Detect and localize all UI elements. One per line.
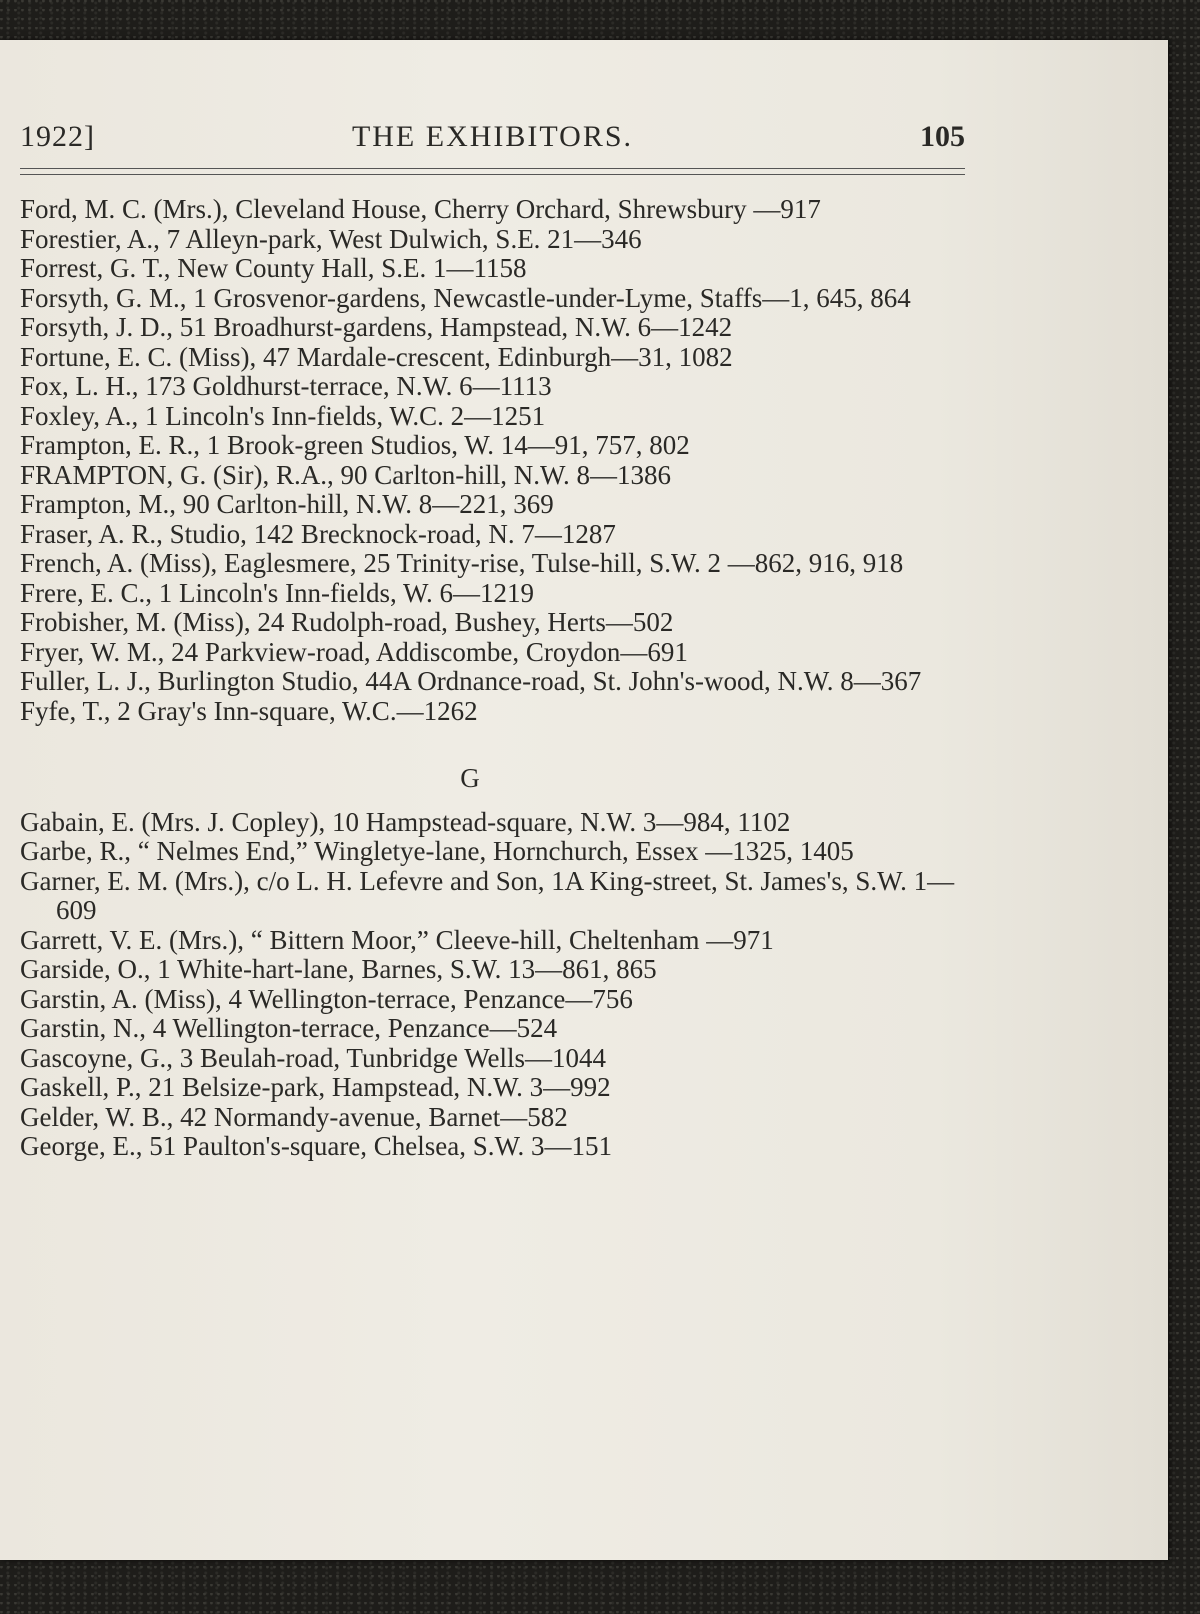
list-item: Garner, E. M. (Mrs.), c/o L. H. Lefevre and Son, 1A King-street, St. James's, S.W. 1—609 [20,865,955,925]
list-item: Frampton, E. R., 1 Brook-green Studios, W. 14—91, 757, 802 [20,430,690,460]
list-item: George, E., 51 Paulton's-square, Chelsea, S.W. 3—151 [20,1131,613,1161]
list-item: Gabain, E. (Mrs. J. Copley), 10 Hampstead-square, N.W. 3—984, 1102 [20,806,791,837]
running-header [20,120,965,160]
list-item: Forsyth, G. M., 1 Grosvenor-gardens, Newcastle-under-Lyme, Staffs—1, 645, 864 [20,282,911,313]
exhibitor-list [20,195,980,1162]
header-page-number: 105 [920,120,965,153]
list-item: Gascoyne, G., 3 Beulah-road, Tunbridge Wells—1044 [20,1042,607,1073]
list-item: Garstin, N., 4 Wellington-terrace, Penzance—524 [20,1013,558,1043]
list-item: Fortune, E. C. (Miss), 47 Mardale-crescent, Edinburgh—31, 1082 [20,341,733,372]
list-item: Fyfe, T., 2 Gray's Inn-square, W.C.—1262 [20,695,478,726]
header-rule [20,168,965,169]
list-item: Gaskell, P., 21 Belsize-park, Hampstead, N.W. 3—992 [20,1072,611,1102]
list-item: Garstin, A. (Miss), 4 Wellington-terrace, Penzance—756 [20,983,633,1014]
list-item: French, A. (Miss), Eaglesmere, 25 Trinity-rise, Tulse-hill, S.W. 2 —862, 916, 918 [20,548,904,578]
list-item: Forsyth, J. D., 51 Broadhurst-gardens, Hampstead, N.W. 6—1242 [20,312,733,342]
header-title: THE EXHIBITORS. [351,120,634,153]
list-item: Foxley, A., 1 Lincoln's Inn-fields, W.C. 2—1251 [20,400,546,431]
list-item: Forrest, G. T., New County Hall, S.E. 1—1158 [20,253,527,283]
list-item: Fraser, A. R., Studio, 142 Brecknock-road, N. 7—1287 [20,518,616,549]
header-year: 1922] [20,120,95,153]
list-item: Frobisher, M. (Miss), 24 Rudolph-road, Bushey, Herts—502 [20,607,674,637]
list-item: FRAMPTON, G. (Sir), R.A., 90 Carlton-hill, N.W. 8—1386 [20,459,672,490]
book-page [0,40,1168,1560]
section-heading: G [460,763,480,793]
list-item: Fuller, L. J., Burlington Studio, 44A Ordnance-road, St. John's-wood, N.W. 8—367 [20,666,922,696]
list-item: Frere, E. C., 1 Lincoln's Inn-fields, W. 6—1219 [20,577,535,608]
list-item: Frampton, M., 90 Carlton-hill, N.W. 8—221, 369 [20,489,554,519]
list-item: Gelder, W. B., 42 Normandy-avenue, Barnet—582 [20,1101,568,1132]
list-item: Garside, O., 1 White-hart-lane, Barnes, S.W. 13—861, 865 [20,954,657,984]
list-item: Fox, L. H., 173 Goldhurst-terrace, N.W. 6—1113 [20,371,552,401]
list-item: Garrett, V. E. (Mrs.), “ Bittern Moor,” Cleeve-hill, Cheltenham —971 [20,924,774,955]
list-item: Fryer, W. M., 24 Parkview-road, Addiscombe, Croydon—691 [20,636,688,667]
list-item: Forestier, A., 7 Alleyn-park, West Dulwich, S.E. 21—346 [20,223,642,254]
list-item: Garbe, R., “ Nelmes End,” Wingletye-lane, Hornchurch, Essex —1325, 1405 [20,836,854,866]
list-item: Ford, M. C. (Mrs.), Cleveland House, Cherry Orchard, Shrewsbury —917 [20,194,821,224]
header-rule-secondary [20,174,965,175]
